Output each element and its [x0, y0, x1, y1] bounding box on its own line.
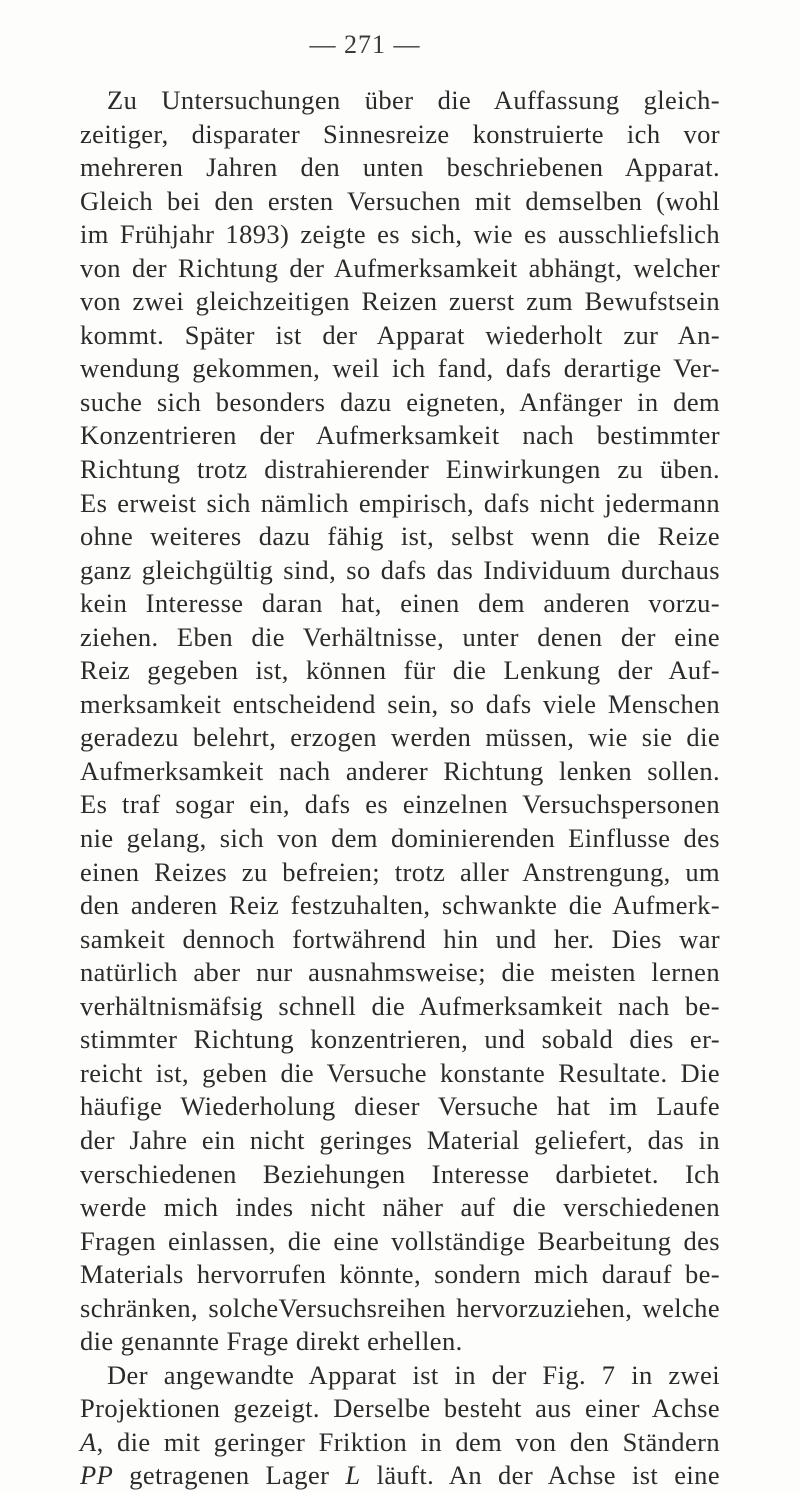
text-line: häufige Wiederholung dieser Versuche hat im Laufe: [80, 1091, 720, 1122]
text-line: Reiz gegeben ist, können für die Lenkung der Auf-: [80, 655, 720, 686]
text-line: von zwei gleichzeitigen Reizen zuerst zum Bewufstsein: [80, 286, 720, 317]
text-line: wendung gekommen, weil ich fand, dafs derartige Ver-: [80, 353, 720, 384]
paragraph-1: [80, 84, 720, 1359]
text-line: Gleich bei den ersten Versuchen mit demselben (wohl: [80, 185, 720, 216]
text-line: im Frühjahr 1893) zeigte es sich, wie es ausschliefslich: [80, 219, 720, 250]
text-line: ganz gleichgültig sind, so dafs das Individuum durchaus: [80, 554, 720, 585]
text-line: nie gelang, sich von dem dominierenden Einflusse des: [80, 823, 720, 854]
label-pp: PP: [80, 1460, 114, 1491]
text-line: kommt. Später ist der Apparat wiederholt zur An-: [80, 319, 720, 350]
text-fragment: , die mit geringer Friktion in dem von den Ständern: [96, 1426, 720, 1457]
text-line: natürlich aber nur ausnahmsweise; die meisten lernen: [80, 957, 720, 988]
text-line: Zu Untersuchungen über die Auffassung gleich-: [107, 85, 720, 115]
text-line: den anderen Reiz festzuhalten, schwankte die Aufmerk-: [80, 890, 720, 921]
text-line: die genannte Frage direkt erhellen.: [80, 1326, 463, 1357]
text-line: der Jahre ein nicht geringes Material geliefert, das in: [80, 1124, 720, 1155]
text-line: Aufmerksamkeit nach anderer Richtung lenken sollen.: [80, 755, 720, 786]
text-line: [80, 1459, 720, 1493]
page-number: — 271 —: [309, 30, 421, 59]
label-a: A: [80, 1426, 97, 1457]
text-line: reicht ist, geben die Versuche konstante Resultate. Die: [80, 1057, 720, 1088]
text-line: verschiedenen Beziehungen Interesse darbietet. Ich: [80, 1158, 720, 1189]
text-line: Es erweist sich nämlich empirisch, dafs nicht jedermann: [80, 487, 720, 518]
text-line: zeitiger, disparater Sinnesreize konstruierte ich vor: [80, 118, 720, 149]
body-text: [80, 84, 720, 1493]
text-line: Konzentrieren der Aufmerksamkeit nach bestimmter: [80, 420, 720, 451]
text-line: von der Richtung der Aufmerksamkeit abhängt, welcher: [80, 252, 720, 283]
text-line: geradezu belehrt, erzogen werden müssen, wie sie die: [80, 722, 720, 753]
text-line: ohne weiteres dazu fähig ist, selbst wenn die Reize: [80, 521, 720, 552]
text-line: [80, 1426, 720, 1460]
text-line: Es traf sogar ein, dafs es einzelnen Versuchspersonen: [80, 789, 720, 820]
text-line: verhältnismäfsig schnell die Aufmerksamkeit nach be-: [80, 990, 720, 1021]
text-line: Fragen einlassen, die eine vollständige Bearbeitung des: [80, 1225, 720, 1256]
text-line: stimmter Richtung konzentrieren, und sobald dies er-: [80, 1024, 720, 1055]
paragraph-2: [80, 1359, 720, 1493]
text-line: suche sich besonders dazu eigneten, Anfänger in dem: [80, 386, 720, 417]
text-line: kein Interesse daran hat, einen dem anderen vorzu-: [80, 588, 720, 619]
label-l: L: [345, 1460, 361, 1491]
text-line: Richtung trotz distrahierender Einwirkungen zu üben.: [80, 454, 720, 485]
text-line: merksamkeit entscheidend sein, so dafs viele Menschen: [80, 688, 720, 719]
text-fragment: läuft. An der Achse ist eine: [360, 1460, 720, 1491]
text-line: Materials hervorrufen könnte, sondern mich darauf be-: [80, 1259, 720, 1290]
text-line: ziehen. Eben die Verhältnisse, unter denen der eine: [80, 621, 720, 652]
text-line: schränken, solcheVersuchsreihen hervorzuziehen, welche: [80, 1292, 720, 1323]
text-fragment: getragenen Lager: [113, 1460, 346, 1491]
text-line: mehreren Jahren den unten beschriebenen Apparat.: [80, 152, 720, 183]
text-line: Der angewandte Apparat ist in der Fig. 7 in zwei: [107, 1359, 720, 1390]
text-line: samkeit dennoch fortwährend hin und her. Dies war: [80, 923, 720, 954]
text-line: werde mich indes nicht näher auf die verschiedenen: [80, 1192, 720, 1223]
text-line: Projektionen gezeigt. Derselbe besteht aus einer Achse: [80, 1393, 720, 1424]
text-line: einen Reizes zu befreien; trotz aller Anstrengung, um: [80, 856, 720, 887]
